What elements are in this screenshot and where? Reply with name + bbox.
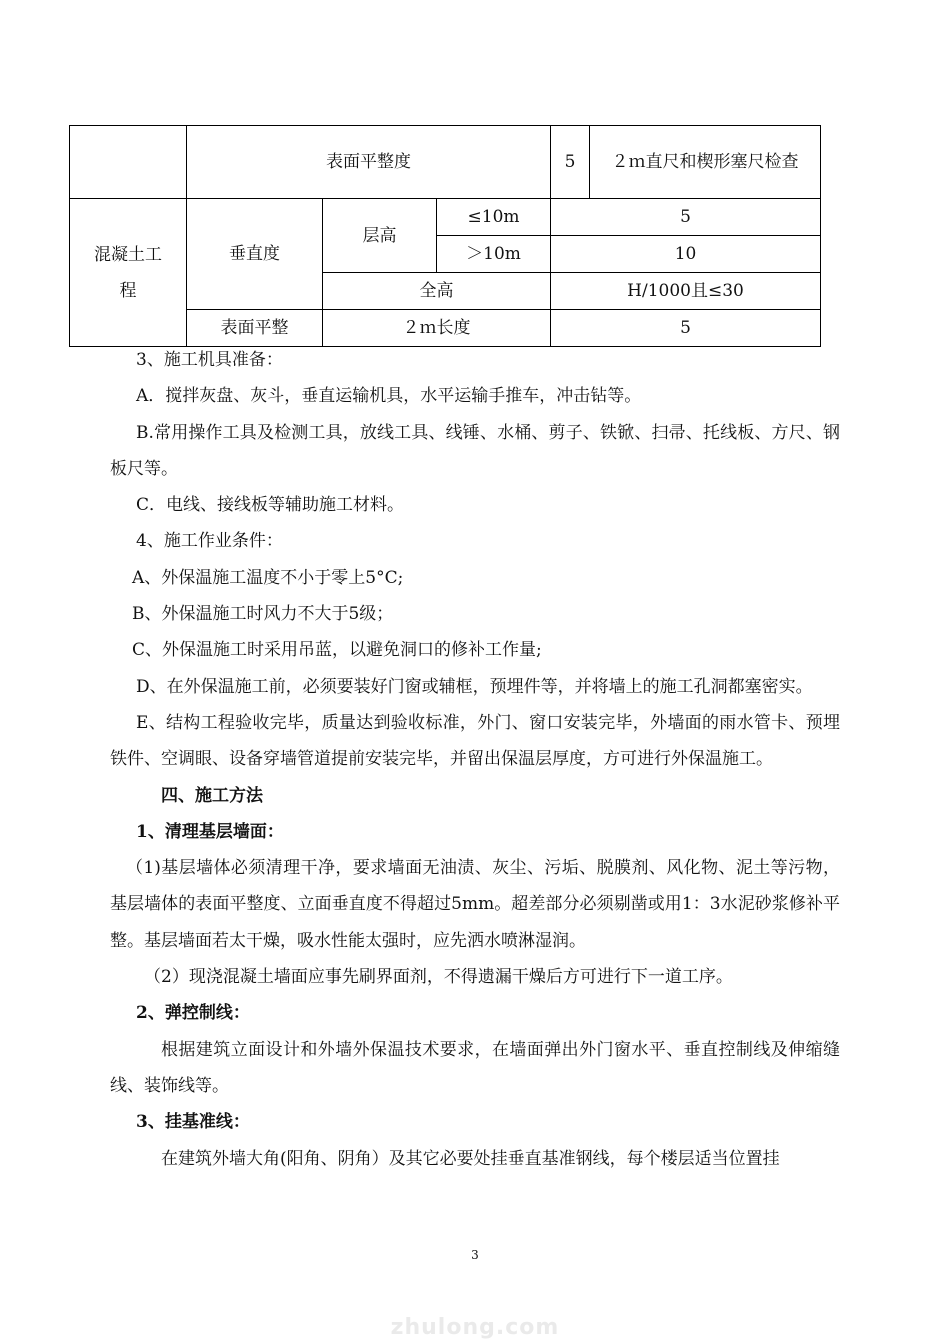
paragraph: D、在外保温施工前，必须要装好门窗或辅框，预埋件等，并将墙上的施工孔洞都塞密实。 — [136, 676, 813, 697]
watermark: zhulong.com — [390, 1315, 560, 1340]
paragraph: C．电线、接线板等辅助施工材料。 — [136, 495, 405, 516]
table-cell: 5 — [551, 310, 821, 347]
table-cell: 5 — [551, 126, 590, 199]
page-number: 3 — [471, 1248, 479, 1262]
paragraph: （2）现浇混凝土墙面应事先刷界面剂，不得遗漏干燥后方可进行下一道工序。 — [144, 967, 733, 988]
table-cell: 表面平整 — [187, 310, 323, 347]
paragraph: B、外保温施工时风力不大于5级； — [132, 604, 394, 625]
subsection-heading: 3、挂基准线： — [136, 1112, 250, 1133]
table-cell: 层高 — [323, 199, 437, 273]
paragraph: （1)基层墙体必须清理干净，要求墙面无油渍、灰尘、污垢、脱膜剂、风化物、泥土等污物，基层墙体的表面平整度、立面垂直度不得超过5mm。超差部分必须剔凿或用1：3水泥砂浆修补平整。基层墙面若太干燥，吸水性能太强时，应先洒水喷淋湿润。 — [110, 858, 840, 951]
table-cell: 垂直度 — [187, 199, 323, 310]
paragraph: 4、施工作业条件： — [136, 531, 283, 552]
table-cell: ２ｍ直尺和楔形塞尺检查 — [590, 126, 821, 199]
paragraph: B.常用操作工具及检测工具，放线工具、线锤、水桶、剪子、铁锨、扫帚、托线板、方尺、钢板尺等。 — [110, 422, 840, 479]
section-heading: 四、施工方法 — [161, 785, 263, 806]
paragraph: 3、施工机具准备： — [136, 350, 283, 370]
table-cell: 表面平整度 — [187, 126, 551, 199]
table-cell-category: 混凝土工程 — [70, 199, 187, 347]
subsection-heading: 2、弹控制线： — [136, 1003, 250, 1024]
table-row — [70, 126, 821, 199]
paragraph: E、结构工程验收完毕，质量达到验收标准，外门、窗口安装完毕，外墙面的雨水管卡、预埋铁件、空调眼、设备穿墙管道提前安装完毕，并留出保温层厚度，方可进行外保温施工。 — [110, 712, 840, 770]
table-row — [70, 199, 821, 236]
tolerance-table — [69, 125, 821, 347]
table-cell: ＞10m — [437, 236, 551, 273]
table-cell: 全高 — [323, 273, 551, 310]
table-cell: ２ｍ长度 — [323, 310, 551, 347]
subsection-heading: 1、清理基层墙面： — [136, 821, 284, 842]
paragraph: 在建筑外墙大角(阳角、阴角）及其它必要处挂垂直基准钢线，每个楼层适当位置挂 — [161, 1148, 780, 1169]
paragraph: A．搅拌灰盘、灰斗，垂直运输机具，水平运输手推车，冲击钻等。 — [136, 386, 642, 407]
paragraph: C、外保温施工时采用吊蓝，以避免洞口的修补工作量; — [132, 640, 542, 661]
paragraph: A、外保温施工温度不小于零上5°C; — [132, 567, 404, 588]
table-cell-empty — [70, 126, 187, 199]
paragraph: 根据建筑立面设计和外墙外保温技术要求，在墙面弹出外门窗水平、垂直控制线及伸缩缝线、装饰线等。 — [110, 1039, 840, 1096]
document-body — [110, 342, 840, 1177]
table-cell: ≤10m — [437, 199, 551, 236]
table-cell: 5 — [551, 199, 821, 236]
table-cell: H/1000且≤30 — [551, 273, 821, 310]
table-cell: 10 — [551, 236, 821, 273]
